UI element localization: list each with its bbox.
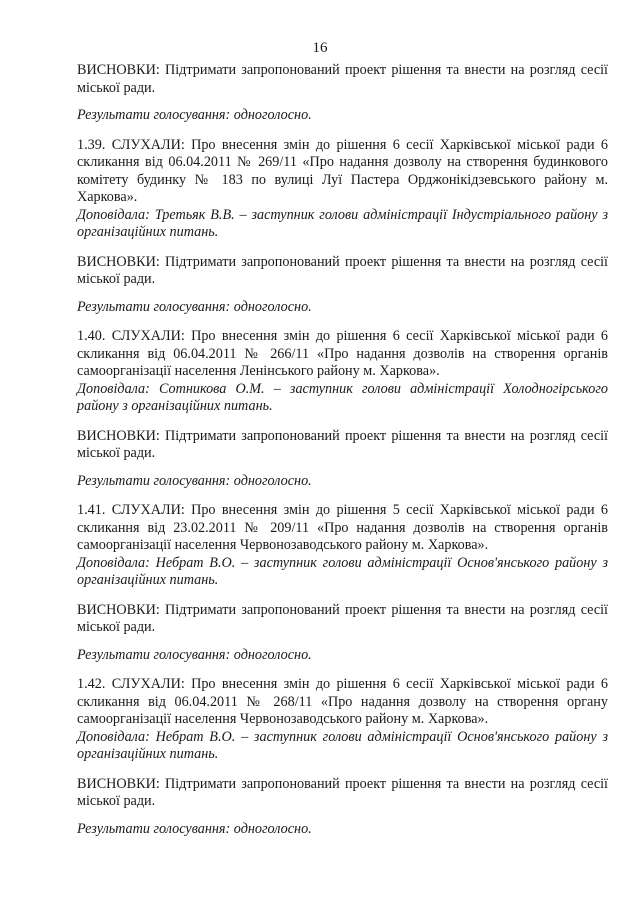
agenda-item-1-39 [77, 137, 608, 242]
item-vote-result: Результати голосування: одноголосно. [77, 472, 312, 489]
heard-text: 1.40. СЛУХАЛИ: Про внесення змін до рішення 6 сесії Харківської міської ради 6 скликання від 06.04.2011 № 266/11 «Про надання дозволів на створення органів самоорганізації населення Ленінського району м. Харкова». [77, 328, 608, 379]
speaker-text: Доповідала: Небрат В.О. – заступник голови адміністрації Основ'янського району з організаційних питань. [77, 554, 608, 588]
item-conclusion: ВИСНОВКИ: Підтримати запропонований проект рішення та внести на розгляд сесії міської ради. [77, 601, 608, 635]
speaker-text: Доповідала: Небрат В.О. – заступник голови адміністрації Основ'янського району з організаційних питань. [77, 728, 608, 762]
item-conclusion: ВИСНОВКИ: Підтримати запропонований проект рішення та внести на розгляд сесії міської ради. [77, 775, 608, 809]
item-conclusion: ВИСНОВКИ: Підтримати запропонований проект рішення та внести на розгляд сесії міської ради. [77, 253, 608, 287]
item-vote-result: Результати голосування: одноголосно. [77, 646, 312, 663]
agenda-item-1-40 [77, 328, 608, 416]
item-conclusion: ВИСНОВКИ: Підтримати запропонований проект рішення та внести на розгляд сесії міської ради. [77, 427, 608, 461]
speaker-text: Доповідала: Сотникова О.М. – заступник голови адміністрації Холодногірського району з організаційних питань. [77, 380, 608, 414]
heard-text: 1.42. СЛУХАЛИ: Про внесення змін до рішення 6 сесії Харківської міської ради 6 скликання від 06.04.2011 № 268/11 «Про надання дозволу на створення органу самоорганізації населення Червонозаводського району м. Харкова». [77, 676, 608, 727]
agenda-item-1-42 [77, 676, 608, 764]
intro-conclusion: ВИСНОВКИ: Підтримати запропонований проект рішення та внести на розгляд сесії міської ради. [77, 62, 608, 96]
document-body [77, 62, 608, 850]
item-vote-result: Результати голосування: одноголосно. [77, 820, 312, 837]
heard-text: 1.39. СЛУХАЛИ: Про внесення змін до рішення 6 сесії Харківської міської ради 6 скликання від 06.04.2011 № 269/11 «Про надання дозволу на створення будинкового комітету будинку № 183 по вулиці Луї Пастера Орджонікідзевського району м. Харкова». [77, 136, 608, 205]
speaker-text: Доповідала: Третьяк В.В. – заступник голови адміністрації Індустріального району з організаційних питань. [77, 206, 608, 240]
heard-text: 1.41. СЛУХАЛИ: Про внесення змін до рішення 5 сесії Харківської міської ради 6 скликання від 23.02.2011 № 209/11 «Про надання дозволів на створення органів самоорганізації населення Червонозаводського району м. Харкова». [77, 502, 608, 553]
item-vote-result: Результати голосування: одноголосно. [77, 298, 312, 315]
agenda-item-1-41 [77, 502, 608, 590]
page-number: 16 [312, 40, 328, 56]
intro-vote-result: Результати голосування: одноголосно. [77, 107, 312, 123]
